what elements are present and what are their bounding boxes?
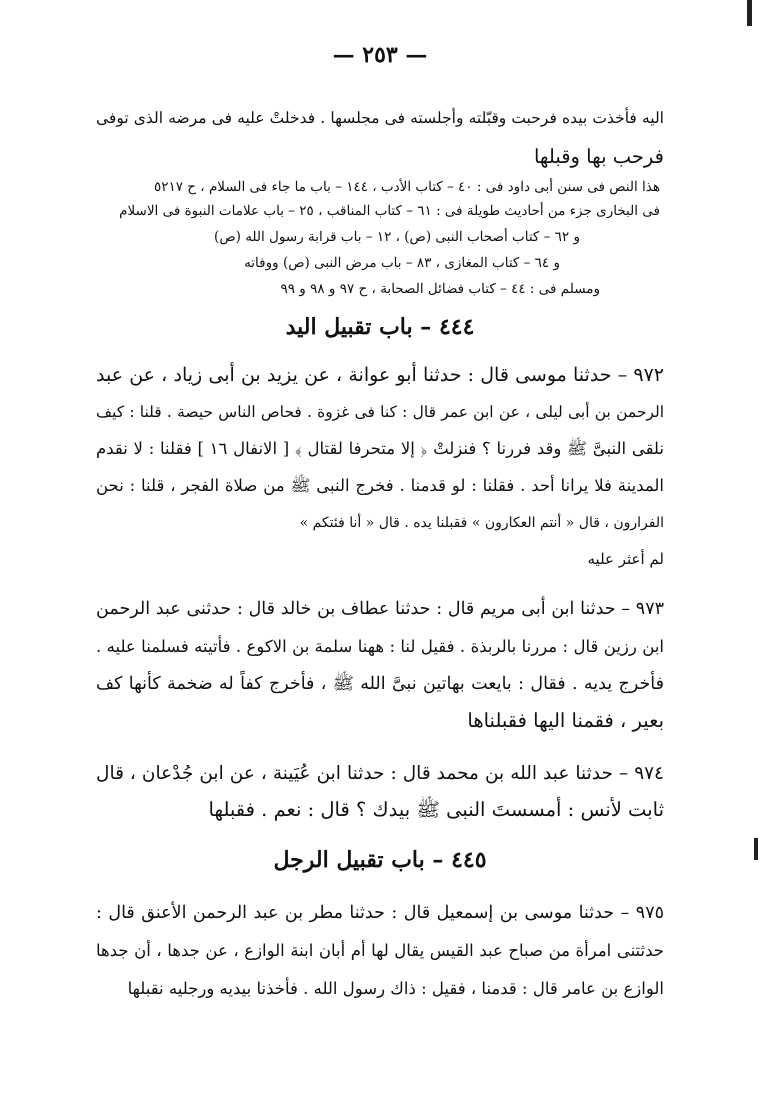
hadith-line: ٩٧٢ – حدثنا موسى قال : حدثنا أبو عوانة ، عن يزيد بن أبى زياد ، عن عبد <box>96 364 664 386</box>
hadith-line: ثابت لأنس : أمسستَ النبى ﷺ بيدك ؟ قال : نعم . فقبلها <box>208 798 664 821</box>
hadith-line: حدثتنى امرأة من صباح عبد القيس يقال لها أم أبان ابنة الوازع ، عن جدها ، أن جدها <box>96 941 664 960</box>
hadith-line: ٩٧٤ – حدثنا عبد الله بن محمد قال : حدثنا ابن عُيَينة ، عن ابن جُدْعان ، قال <box>96 763 664 784</box>
footnote-line: هذا النص فى سنن أبى داود فى : ٤٠ – كتاب الأدب ، ١٤٤ – باب ما جاء فى السلام ، ح ٥٢١٧ <box>153 179 660 195</box>
hadith-line: الرحمن بن أبى ليلى ، عن ابن عمر قال : كنا فى غزوة . فحاص الناس حيصة . قلنا : كيف <box>96 403 664 421</box>
text-line: فرحب بها وقبلها <box>533 145 664 168</box>
hadith-line: المدينة فلا يرانا أحد . فقلنا : لو قدمنا . فخرج النبى ﷺ من صلاة الفجر ، قلنا : نحن <box>96 476 664 495</box>
scan-edge-mark-top <box>747 0 752 26</box>
chapter-heading: ٤٤٥ – باب تقبيل الرجل <box>273 847 487 873</box>
hadith-line: نلقى النبىَّ ﷺ وقد فررنا ؟ فنزلتْ ﴿ إلا متحرفا لقتال ﴾ [ الانفال ١٦ ] فقلنا : لا نقدم <box>96 439 664 458</box>
hadith-line: الفرارون ، قال « أنتم العكارون » فقبلنا يده . قال « أنا فئتكم » <box>299 515 664 531</box>
text-line: اليه فأخذت بيده فرحبت وقبّلته وأجلسته فى مجلسها . فدخلتْ عليه فى مرضه الذى توفى <box>96 109 664 127</box>
footnote-line: و ٦٢ – كتاب أصحاب النبى (ص) ، ١٢ – باب قرابة رسول الله (ص) <box>214 229 580 245</box>
hadith-line: الوازع بن عامر قال : قدمنا ، فقيل : ذاك رسول الله . فأخذنا بيديه ورجليه نقبلها <box>127 979 664 998</box>
hadith-line: ٩٧٥ – حدثنا موسى بن إسمعيل قال : حدثنا مطر بن عبد الرحمن الأعنق قال : <box>96 903 664 923</box>
page-number: — ٢٥٣ — <box>332 42 428 68</box>
footnote-line: ومسلم فى : ٤٤ – كتاب فضائل الصحابة ، ح ٩٧ و ٩٨ و ٩٩ <box>280 281 600 297</box>
chapter-heading: ٤٤٤ – باب تقبيل اليد <box>285 314 475 340</box>
footnote-line: و ٦٤ – كتاب المغازى ، ٨٣ – باب مرض النبى (ص) ووفاته <box>244 255 560 271</box>
hadith-line: فأخرج يديه . فقال : بايعت بهاتين نبىَّ الله ﷺ ، فأخرج كفاً له ضخمة كأنها كف <box>96 674 664 694</box>
footnote-line: فى البخارى جزء من أحاديث طويلة فى : ٦١ – كتاب المناقب ، ٢٥ – باب علامات النبوة فى الاسلام <box>119 203 660 219</box>
hadith-line: بعير ، فقمنا اليها فقبلناها <box>467 709 664 732</box>
hadith-note: لم أعثر عليه <box>587 550 664 568</box>
hadith-line: ٩٧٣ – حدثنا ابن أبى مريم قال : حدثنا عطاف بن خالد قال : حدثنى عبد الرحمن <box>96 599 664 619</box>
hadith-line: ابن رزين قال : مررنا بالربذة . فقيل لنا : ههنا سلمة بن الاكوع . فأتيته فسلمنا عليه . <box>96 637 664 656</box>
